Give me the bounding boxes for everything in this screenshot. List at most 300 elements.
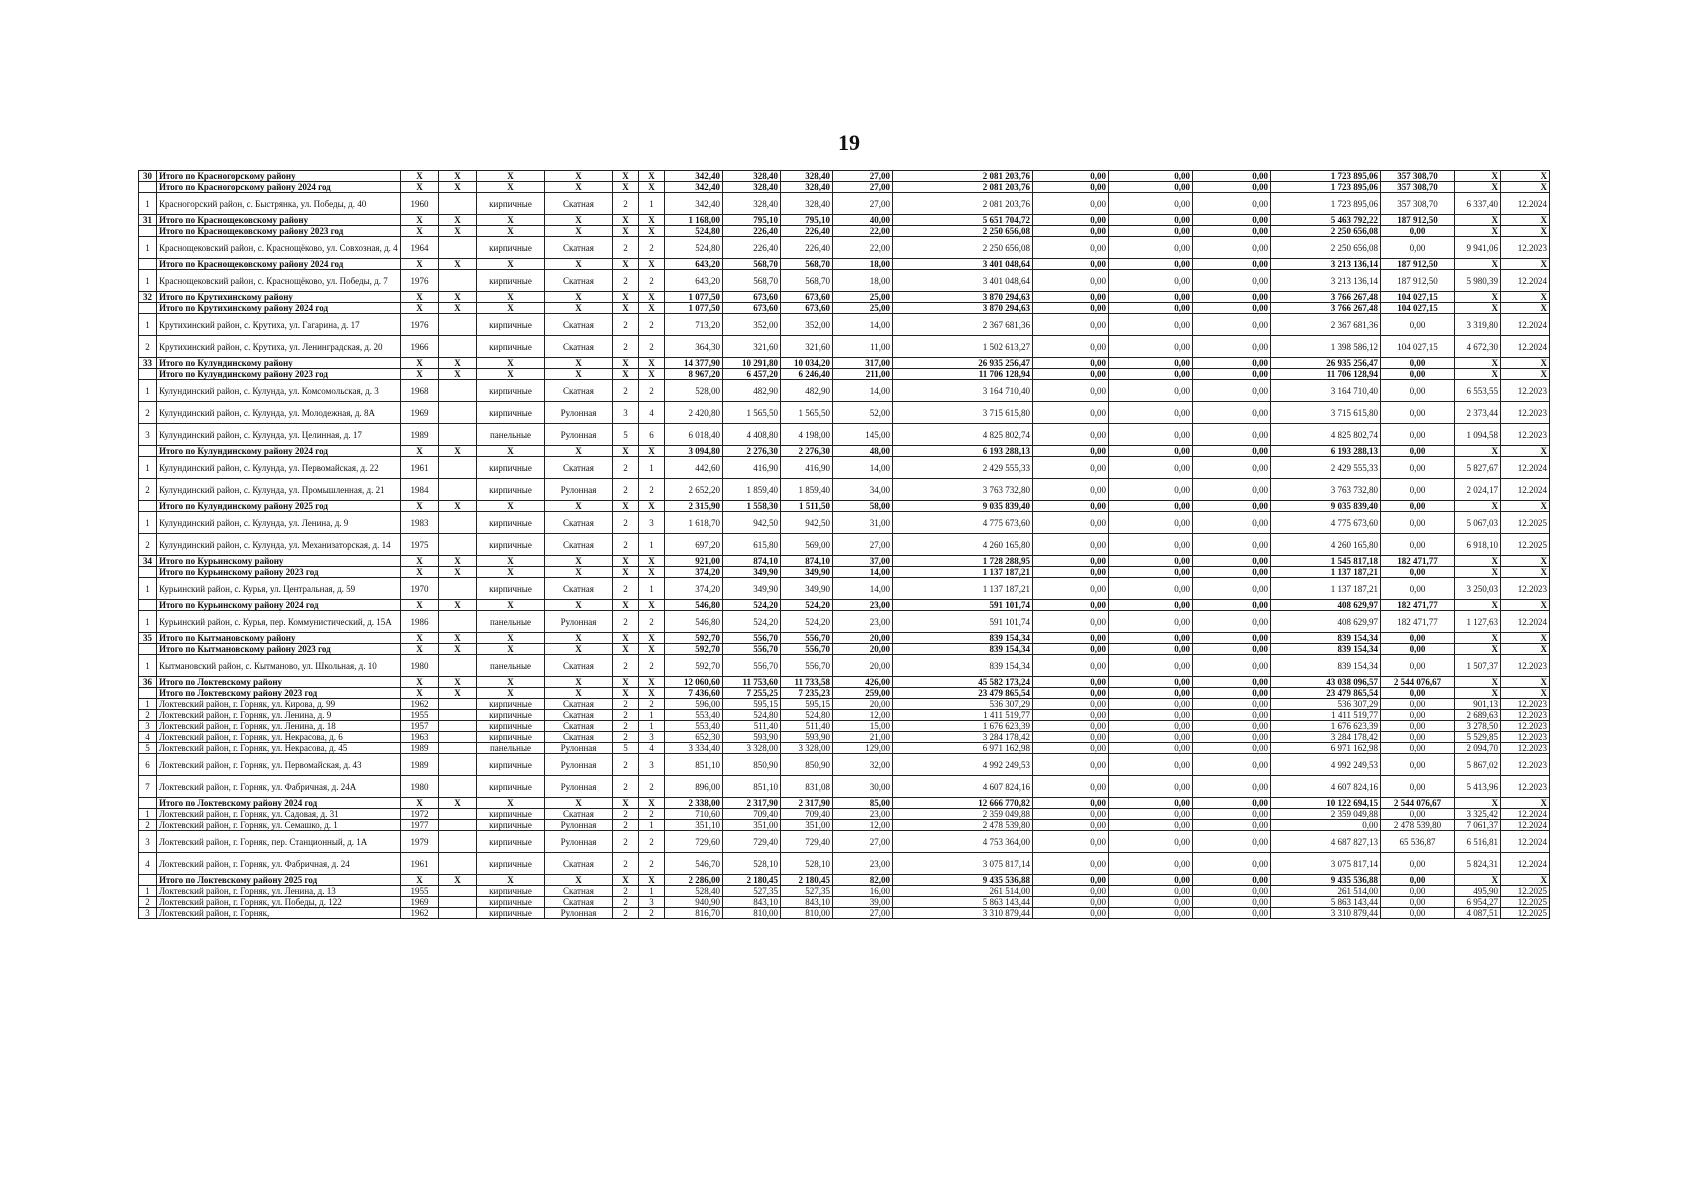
table-cell: 129,00 <box>833 743 893 754</box>
table-cell: 568,70 <box>723 259 781 270</box>
table-cell <box>439 237 477 259</box>
table-row <box>139 512 1550 534</box>
table-cell: 20,00 <box>833 699 893 710</box>
table-cell: Х <box>439 798 477 809</box>
table-cell: 187 912,50 <box>1381 259 1455 270</box>
table-cell: 18,00 <box>833 270 893 292</box>
table-cell: 364,30 <box>665 336 723 358</box>
table-cell: 1 077,50 <box>665 303 723 314</box>
table-cell: 0,00 <box>1033 721 1109 732</box>
table-cell: 3 075 817,14 <box>893 853 1033 875</box>
table-cell: кирпичные <box>477 886 545 897</box>
table-cell: Х <box>439 446 477 457</box>
table-cell: 0,00 <box>1109 314 1193 336</box>
table-cell: 0,00 <box>1033 875 1109 886</box>
table-cell: 0,00 <box>1033 710 1109 721</box>
table-cell: Х <box>1501 446 1550 457</box>
table-cell: 0,00 <box>1381 402 1455 424</box>
table-cell: 0,00 <box>1381 644 1455 655</box>
table-cell: кирпичные <box>477 897 545 908</box>
table-row <box>139 677 1550 688</box>
table-cell: 1 723 895,06 <box>1271 182 1381 193</box>
table-cell: 2 <box>139 479 157 501</box>
table-cell: 1 <box>139 314 157 336</box>
table-cell: 0,00 <box>1381 743 1455 754</box>
table-cell: 23,00 <box>833 611 893 633</box>
table-cell: 6 516,81 <box>1455 831 1501 853</box>
table-cell: Х <box>1501 644 1550 655</box>
table-body <box>139 171 1550 919</box>
table-cell: 0,00 <box>1193 358 1271 369</box>
table-cell: 839 154,34 <box>893 655 1033 677</box>
table-cell: 1977 <box>401 820 439 831</box>
table-cell: Х <box>1455 556 1501 567</box>
table-cell: 0,00 <box>1033 732 1109 743</box>
table-cell: 0,00 <box>1193 314 1271 336</box>
table-cell: 1961 <box>401 457 439 479</box>
table-cell: 710,60 <box>665 809 723 820</box>
table-cell: 15,00 <box>833 721 893 732</box>
table-cell: 2 544 076,67 <box>1381 798 1455 809</box>
table-cell: 0,00 <box>1193 479 1271 501</box>
table-cell: 11 706 128,94 <box>893 369 1033 380</box>
table-cell: 12.2024 <box>1501 457 1550 479</box>
table-cell: панельные <box>477 611 545 633</box>
table-cell: 536 307,29 <box>893 699 1033 710</box>
table-cell: Х <box>401 501 439 512</box>
table-cell: 7 <box>139 776 157 798</box>
table-cell: 3 334,40 <box>665 743 723 754</box>
table-cell: Х <box>613 259 639 270</box>
table-cell: 0,00 <box>1193 369 1271 380</box>
table-cell: 3 <box>613 402 639 424</box>
table-cell: Х <box>1455 875 1501 886</box>
table-cell: 2 081 203,76 <box>893 171 1033 182</box>
table-cell: 546,80 <box>665 611 723 633</box>
table-cell: 9 941,06 <box>1455 237 1501 259</box>
table-cell: 850,90 <box>723 754 781 776</box>
table-cell: 0,00 <box>1109 721 1193 732</box>
table-cell: Х <box>401 369 439 380</box>
table-cell <box>139 259 157 270</box>
table-cell: 23,00 <box>833 600 893 611</box>
table-cell: Х <box>477 292 545 303</box>
table-cell: 511,40 <box>781 721 833 732</box>
table-cell: 0,00 <box>1193 446 1271 457</box>
table-cell: 342,40 <box>665 193 723 215</box>
table-cell: 0,00 <box>1109 732 1193 743</box>
table-cell: 3 766 267,48 <box>1271 292 1381 303</box>
table-cell <box>439 732 477 743</box>
table-cell: 1969 <box>401 402 439 424</box>
table-cell: 14,00 <box>833 457 893 479</box>
table-cell <box>439 820 477 831</box>
table-cell: 1 502 613,27 <box>893 336 1033 358</box>
table-cell: 145,00 <box>833 424 893 446</box>
table-cell: 2 <box>639 655 665 677</box>
table-cell: 1966 <box>401 336 439 358</box>
table-cell: кирпичные <box>477 336 545 358</box>
table-cell: кирпичные <box>477 732 545 743</box>
table-cell: 12.2023 <box>1501 424 1550 446</box>
table-cell: 546,70 <box>665 853 723 875</box>
table-row <box>139 754 1550 776</box>
table-cell: Х <box>639 688 665 699</box>
housing-repair-table <box>138 170 1549 919</box>
table-cell <box>439 831 477 853</box>
table-cell: 27,00 <box>833 171 893 182</box>
table-cell: 1969 <box>401 897 439 908</box>
table-cell: 32 <box>139 292 157 303</box>
table-cell: Х <box>639 875 665 886</box>
table-cell: Х <box>1501 501 1550 512</box>
table-cell: 0,00 <box>1109 820 1193 831</box>
table-cell: кирпичные <box>477 534 545 556</box>
table-cell: 673,60 <box>723 303 781 314</box>
table-cell: Х <box>401 798 439 809</box>
table-cell: Х <box>1501 292 1550 303</box>
table-cell <box>439 710 477 721</box>
table-cell: 839 154,34 <box>1271 644 1381 655</box>
table-cell: 21,00 <box>833 732 893 743</box>
table-cell: 511,40 <box>723 721 781 732</box>
table-cell: 0,00 <box>1193 534 1271 556</box>
table-cell: 0,00 <box>1033 776 1109 798</box>
table-cell: 0,00 <box>1109 578 1193 600</box>
table-cell: 14,00 <box>833 567 893 578</box>
table-cell: 1970 <box>401 578 439 600</box>
table-cell: 1 <box>139 611 157 633</box>
table-cell: 11 733,58 <box>781 677 833 688</box>
table-cell: Локтевский район, г. Горняк, ул. Ленина, д. 18 <box>157 721 401 732</box>
table-cell: Х <box>613 171 639 182</box>
table-row <box>139 237 1550 259</box>
table-cell: 1961 <box>401 853 439 875</box>
table-cell: 25,00 <box>833 292 893 303</box>
table-cell: 1955 <box>401 710 439 721</box>
table-cell: Итого по Курьинскому району <box>157 556 401 567</box>
table-cell: Х <box>1455 644 1501 655</box>
table-cell: 12.2024 <box>1501 809 1550 820</box>
table-cell: 26 935 256,47 <box>893 358 1033 369</box>
table-cell: 0,00 <box>1381 237 1455 259</box>
table-cell: 0,00 <box>1193 336 1271 358</box>
table-cell: 1 859,40 <box>723 479 781 501</box>
table-cell: 342,40 <box>665 171 723 182</box>
table-cell: 6 918,10 <box>1455 534 1501 556</box>
table-row <box>139 578 1550 600</box>
table-cell: 1 <box>139 457 157 479</box>
table-cell: 0,00 <box>1033 501 1109 512</box>
table-cell: 0,00 <box>1033 215 1109 226</box>
table-cell: 6 193 288,13 <box>893 446 1033 457</box>
table-cell: Х <box>1501 875 1550 886</box>
table-cell: 12.2024 <box>1501 853 1550 875</box>
table-cell: 3 328,00 <box>781 743 833 754</box>
table-cell <box>439 424 477 446</box>
table-cell: 2 429 555,33 <box>1271 457 1381 479</box>
table-cell: 259,00 <box>833 688 893 699</box>
table-cell: 1 077,50 <box>665 292 723 303</box>
table-cell: 1 723 895,06 <box>1271 193 1381 215</box>
table-cell: 0,00 <box>1193 633 1271 644</box>
table-cell: 0,00 <box>1193 600 1271 611</box>
table-cell: Х <box>401 600 439 611</box>
table-cell: 593,90 <box>723 732 781 743</box>
table-cell <box>139 644 157 655</box>
table-cell: 1 <box>639 534 665 556</box>
table-cell: 4 775 673,60 <box>893 512 1033 534</box>
table-cell: 352,00 <box>723 314 781 336</box>
table-cell: 0,00 <box>1033 303 1109 314</box>
table-cell: 2 <box>139 820 157 831</box>
table-cell: 0,00 <box>1033 831 1109 853</box>
table-cell: 25,00 <box>833 303 893 314</box>
table-cell: 810,00 <box>781 908 833 919</box>
table-cell: 4 260 165,80 <box>1271 534 1381 556</box>
table-cell: кирпичные <box>477 908 545 919</box>
table-cell: 37,00 <box>833 556 893 567</box>
table-row <box>139 699 1550 710</box>
table-cell: Х <box>477 446 545 457</box>
table-cell: 23 479 865,54 <box>1271 688 1381 699</box>
table-cell: 0,00 <box>1193 611 1271 633</box>
table-cell <box>139 688 157 699</box>
table-cell: 0,00 <box>1109 182 1193 193</box>
table-cell: 1980 <box>401 776 439 798</box>
table-cell: 0,00 <box>1193 424 1271 446</box>
table-cell: Х <box>401 182 439 193</box>
table-cell: Крутихинский район, с. Крутиха, ул. Ленинградская, д. 20 <box>157 336 401 358</box>
table-cell: 16,00 <box>833 886 893 897</box>
table-cell: 23,00 <box>833 809 893 820</box>
table-cell: 839 154,34 <box>893 633 1033 644</box>
table-row <box>139 380 1550 402</box>
table-cell: кирпичные <box>477 380 545 402</box>
table-cell: Скатная <box>545 721 613 732</box>
table-cell: 5 827,67 <box>1455 457 1501 479</box>
table-cell: 2 <box>613 314 639 336</box>
table-cell: Кытмановский район, с. Кытманово, ул. Школьная, д. 10 <box>157 655 401 677</box>
table-cell: 12.2023 <box>1501 578 1550 600</box>
table-cell: Х <box>1455 600 1501 611</box>
table-cell: 357 308,70 <box>1381 193 1455 215</box>
table-cell: 527,35 <box>781 886 833 897</box>
table-cell: 4 607 824,16 <box>893 776 1033 798</box>
table-cell: 0,00 <box>1109 259 1193 270</box>
table-cell <box>439 853 477 875</box>
table-cell: Х <box>1455 182 1501 193</box>
table-cell: Х <box>439 677 477 688</box>
table-cell: 0,00 <box>1033 424 1109 446</box>
table-cell: 0,00 <box>1109 303 1193 314</box>
table-row <box>139 446 1550 457</box>
table-cell: 3 870 294,63 <box>893 292 1033 303</box>
table-cell: 0,00 <box>1033 182 1109 193</box>
table-cell: 0,00 <box>1109 369 1193 380</box>
table-cell: Х <box>613 688 639 699</box>
table-cell: 23,00 <box>833 853 893 875</box>
table-cell: Х <box>545 567 613 578</box>
table-cell: Х <box>477 226 545 237</box>
table-cell: 1979 <box>401 831 439 853</box>
table-cell: 2 <box>613 578 639 600</box>
table-cell: 4 825 802,74 <box>1271 424 1381 446</box>
table-cell: 1 <box>639 820 665 831</box>
table-cell: Х <box>545 292 613 303</box>
table-cell <box>439 655 477 677</box>
table-cell: 3 <box>139 721 157 732</box>
table-cell: 591 101,74 <box>893 611 1033 633</box>
table-cell: 6 <box>639 424 665 446</box>
table-cell: Скатная <box>545 534 613 556</box>
table-cell: 524,80 <box>781 710 833 721</box>
table-cell: 12.2025 <box>1501 534 1550 556</box>
table-cell: 12,00 <box>833 820 893 831</box>
table-cell: 0,00 <box>1109 226 1193 237</box>
table-cell: 7 255,25 <box>723 688 781 699</box>
table-cell: 27,00 <box>833 534 893 556</box>
table-cell: Скатная <box>545 270 613 292</box>
table-cell: 7 235,23 <box>781 688 833 699</box>
table-cell: 0,00 <box>1381 688 1455 699</box>
table-cell: 3 310 879,44 <box>893 908 1033 919</box>
table-cell: 2 <box>613 270 639 292</box>
table-cell: кирпичные <box>477 237 545 259</box>
table-cell: 0,00 <box>1109 809 1193 820</box>
table-cell: 5 067,03 <box>1455 512 1501 534</box>
table-cell: Итого по Локтевскому району 2024 год <box>157 798 401 809</box>
table-cell: 3 164 710,40 <box>893 380 1033 402</box>
table-cell: 2 544 076,67 <box>1381 677 1455 688</box>
table-cell: 2 <box>613 380 639 402</box>
table-cell: Х <box>1501 677 1550 688</box>
table-row <box>139 336 1550 358</box>
table-cell: 0,00 <box>1109 798 1193 809</box>
table-cell: 0,00 <box>1109 193 1193 215</box>
table-cell: Х <box>1455 171 1501 182</box>
table-cell: 1 094,58 <box>1455 424 1501 446</box>
table-row <box>139 215 1550 226</box>
table-cell: 0,00 <box>1033 556 1109 567</box>
table-cell: 942,50 <box>781 512 833 534</box>
table-cell: 0,00 <box>1193 908 1271 919</box>
table-cell: 14,00 <box>833 314 893 336</box>
table-cell: Х <box>439 259 477 270</box>
table-cell: 226,40 <box>781 226 833 237</box>
table-cell: 0,00 <box>1109 567 1193 578</box>
table-cell: 442,60 <box>665 457 723 479</box>
table-row <box>139 171 1550 182</box>
table-row <box>139 798 1550 809</box>
table-cell: 0,00 <box>1193 820 1271 831</box>
table-cell: 374,20 <box>665 578 723 600</box>
table-cell: 1 545 817,18 <box>1271 556 1381 567</box>
table-cell: 351,00 <box>723 820 781 831</box>
table-cell: Рулонная <box>545 908 613 919</box>
table-cell: 328,40 <box>723 193 781 215</box>
table-cell: 4 753 364,00 <box>893 831 1033 853</box>
table-cell: 2 367 681,36 <box>893 314 1033 336</box>
table-cell: 12.2023 <box>1501 380 1550 402</box>
table-cell: 12.2023 <box>1501 721 1550 732</box>
table-cell: 0,00 <box>1033 270 1109 292</box>
table-cell: 0,00 <box>1193 655 1271 677</box>
table-cell: 1963 <box>401 732 439 743</box>
table-cell <box>139 182 157 193</box>
table-cell: Х <box>545 501 613 512</box>
table-cell: 2 <box>613 820 639 831</box>
table-cell: Х <box>477 369 545 380</box>
table-cell: 0,00 <box>1381 633 1455 644</box>
table-cell: Х <box>477 688 545 699</box>
table-cell: 2 250 656,08 <box>893 226 1033 237</box>
table-cell: 3 715 615,80 <box>893 402 1033 424</box>
table-cell: 0,00 <box>1109 688 1193 699</box>
table-cell: 351,10 <box>665 820 723 831</box>
table-cell: 2 <box>613 479 639 501</box>
table-cell: Х <box>639 556 665 567</box>
table-cell: 2 <box>613 655 639 677</box>
table-cell: 643,20 <box>665 259 723 270</box>
table-cell: 0,00 <box>1381 721 1455 732</box>
table-cell: 416,90 <box>723 457 781 479</box>
table-cell: 0,00 <box>1033 798 1109 809</box>
table-cell: 187 912,50 <box>1381 215 1455 226</box>
table-cell: 321,60 <box>723 336 781 358</box>
table-cell: 6 193 288,13 <box>1271 446 1381 457</box>
table-cell: Рулонная <box>545 831 613 853</box>
table-cell: 12.2023 <box>1501 732 1550 743</box>
table-cell: Х <box>639 446 665 457</box>
table-cell: 901,13 <box>1455 699 1501 710</box>
table-cell: Локтевский район, г. Горняк, ул. Семашко, д. 1 <box>157 820 401 831</box>
table-cell: кирпичные <box>477 820 545 831</box>
table-cell: 261 514,00 <box>1271 886 1381 897</box>
table-cell: 0,00 <box>1381 655 1455 677</box>
table-cell: 0,00 <box>1109 380 1193 402</box>
table-cell: 2 652,20 <box>665 479 723 501</box>
table-cell: 1 859,40 <box>781 479 833 501</box>
table-cell: 2 478 539,80 <box>1381 820 1455 831</box>
table-cell: Х <box>1501 556 1550 567</box>
table-cell: 3 870 294,63 <box>893 303 1033 314</box>
table-cell: 12.2023 <box>1501 710 1550 721</box>
table-cell: Х <box>401 875 439 886</box>
table-cell: 426,00 <box>833 677 893 688</box>
table-cell: Х <box>439 182 477 193</box>
table-cell: Х <box>1455 259 1501 270</box>
table-cell: Х <box>545 446 613 457</box>
table-cell: 3 310 879,44 <box>1271 908 1381 919</box>
table-cell: Х <box>545 633 613 644</box>
table-cell: 12.2023 <box>1501 402 1550 424</box>
table-cell: 2 <box>613 853 639 875</box>
table-cell: 0,00 <box>1193 721 1271 732</box>
table-cell: 27,00 <box>833 908 893 919</box>
table-cell: 0,00 <box>1381 886 1455 897</box>
table-cell: 34 <box>139 556 157 567</box>
table-cell: 0,00 <box>1033 402 1109 424</box>
table-cell: 1 <box>639 193 665 215</box>
table-cell: 2 317,90 <box>781 798 833 809</box>
table-cell: Х <box>613 567 639 578</box>
table-cell: 3 715 615,80 <box>1271 402 1381 424</box>
table-cell: 0,00 <box>1033 644 1109 655</box>
table-cell: 729,40 <box>723 831 781 853</box>
table-cell: кирпичные <box>477 270 545 292</box>
table-cell: 12.2024 <box>1501 611 1550 633</box>
